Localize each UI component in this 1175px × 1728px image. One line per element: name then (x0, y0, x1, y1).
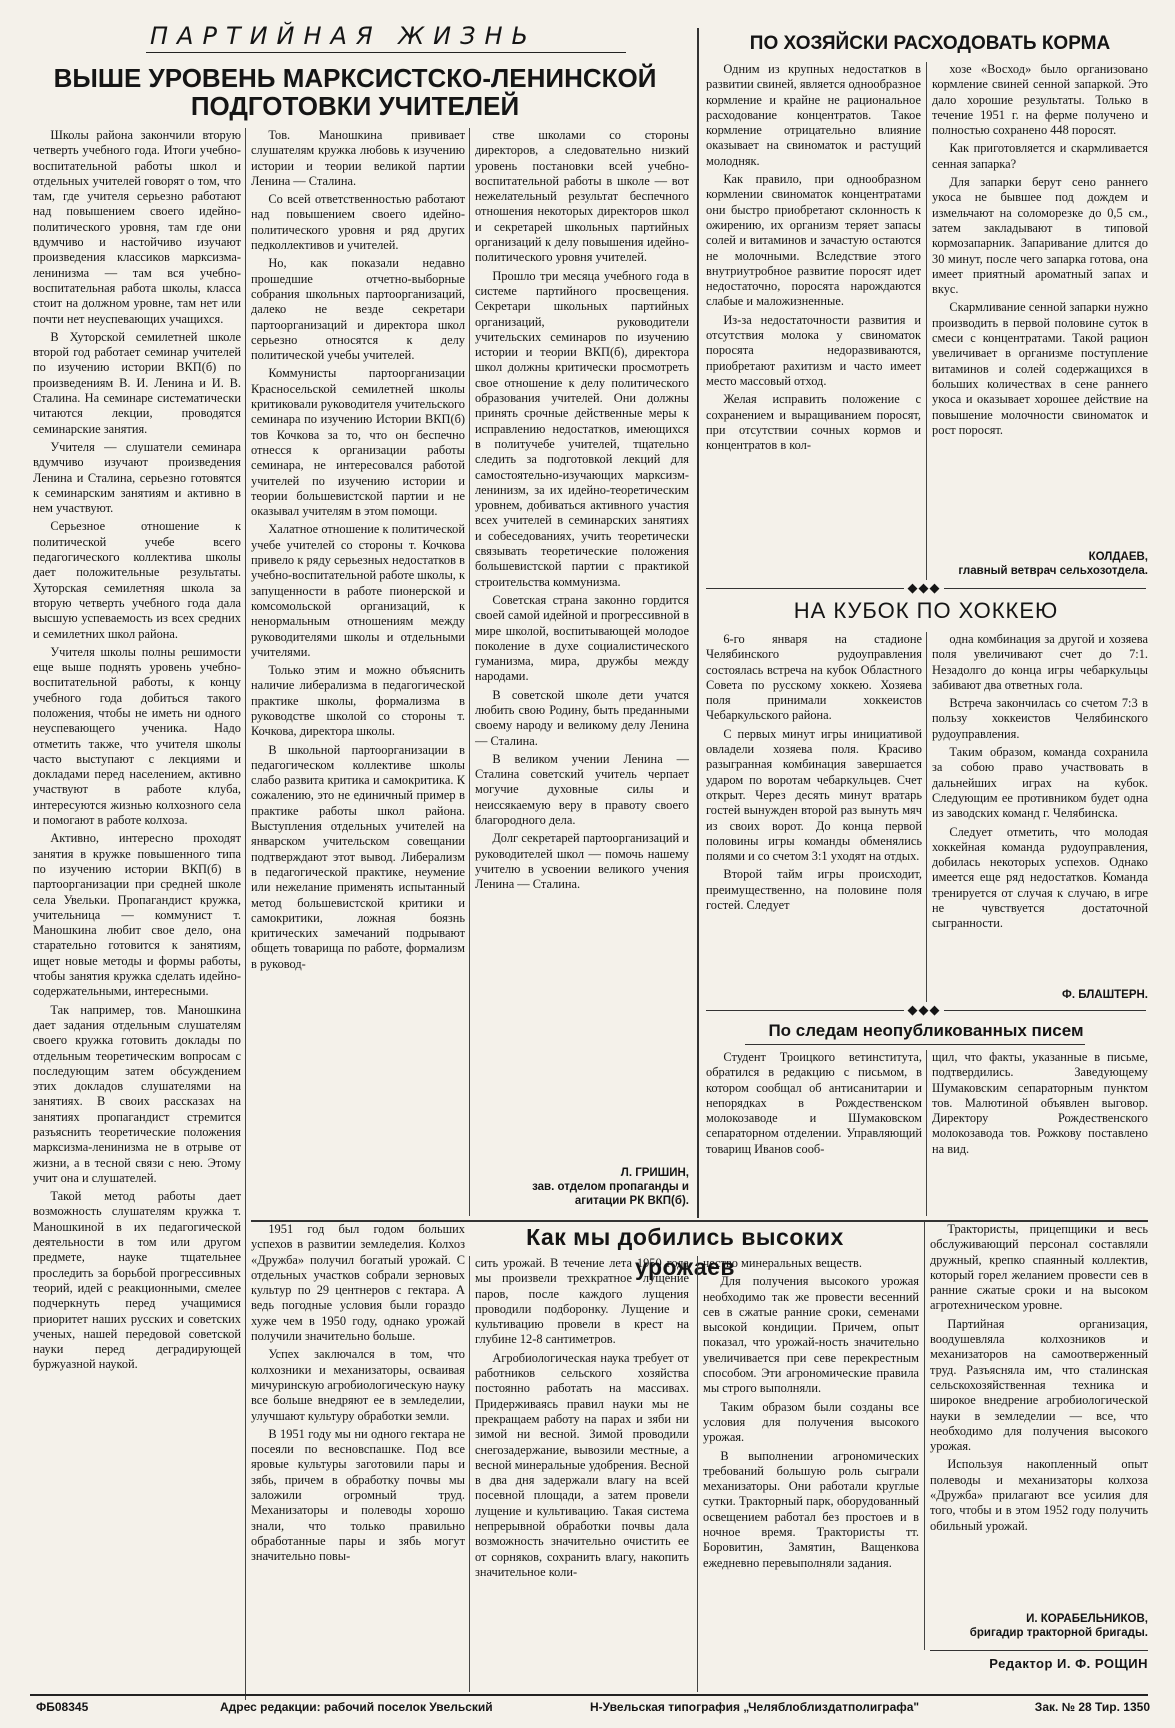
paragraph: С первых минут игры инициативой овладели хозяева поля. Красиво разыгранная комбинация завершается ударом по воротам чебаркульцев. Счет открыт. Через десять минут вратарь гостей вынужден второй раз вынуть мяч из своих ворот. До конца первой половины игры команды обменялись полями и со счетом 3:1 уходят на отдых. (706, 726, 922, 864)
editor-credit: Редактор И. Ф. РОЩИН (989, 1656, 1148, 1671)
paragraph: В выполнении агрономических требований большую роль сыграли механизаторы. Они работали круглые сутки. Тракторный парк, оборудованный освещением работал без простоев и в ночное время. Трактористы тт. Боровитин, Замятин, Ващенкова ежедневно перевыполняли задания. (703, 1448, 919, 1570)
article5-column-4 (930, 1222, 1148, 1608)
article1-signature (475, 1166, 689, 1208)
paragraph: Коммунисты партоорганизации Красносельской семилетней школы критиковали руководителя учительского семинара по изучению Истории ВКП(б) тов Кочкова за то, что он беспечно отнесся к организации работы семинара, не интересовался работой учителей по изучению истории и теории большевистской партии и не оказывал учителям в этом помощи. (251, 366, 465, 519)
paragraph: Халатное отношение к политической учебе учителей со стороны т. Кочкова привело к ряду серьезных недостатков в учебно-воспитательной работе школы, к запущенности в работе пионерской и комсомольской организаций, к ненормальным отношениям между руководителями школы и отдельными учителями. (251, 522, 465, 659)
paragraph: хозе «Восход» было организовано кормление свиней сенной запаркой. Это дало хорошие результаты. Только в течение 1951 г. на ферме получено и полностью сохранено 448 поросят. (932, 62, 1148, 138)
separator-ornament: ◆◆◆ (904, 1002, 944, 1018)
footer-address: Адрес редакции: рабочий поселок Увельский (220, 1700, 493, 1714)
signature-role: главный ветврач сельхозотдела. (958, 565, 1148, 577)
signature-role: бригадир тракторной бригады. (969, 1627, 1148, 1639)
signature-role: зав. отделом пропаганды и (532, 1181, 689, 1193)
paragraph: Серьезное отношение к политической учебе всего педагогического коллектива школы дает положительные результаты. Хуторская семилетняя школа за вторую четверть учебного года дала высшую успеваемость из всех средних и семилетних школ района. (33, 519, 241, 641)
footer-printer: Н-Увельская типография „Челяблоблиздатполиграфа" (590, 1700, 920, 1714)
article4-title: По следам неопубликованных писем (768, 1021, 1084, 1040)
column-rule (697, 28, 699, 1218)
article1-title-line1: ВЫШЕ УРОВЕНЬ МАРКСИСТСКО-ЛЕНИНСКОЙ (53, 63, 657, 93)
paragraph: одна комбинация за другой и хозяева поля увеличивают счет до 7:1. Незадолго до конца игры чебаркульцы забивают два ответных гола. (932, 632, 1148, 692)
article4-column-1 (706, 1050, 922, 1216)
paragraph: Студент Троицкого ветинститута, обратился в редакцию с письмом, в котором сообщал об антисанитарии и непорядках в Рождественском молокозаводе и Шумаковском сепараторном отделении. Управляющий товарищ Иванов сооб- (706, 1050, 922, 1156)
article3-signature: Ф. БЛАШТЕРН. (1062, 989, 1148, 1001)
paragraph: Советская страна законно гордится своей самой идейной и прогрессивной в мире школой, воспитывающей молодое поколение в духе социалистического гуманизма, мира, дружбы между народами. (475, 592, 689, 684)
article3-column-2 (932, 632, 1148, 984)
paragraph: чество минеральных веществ. (703, 1256, 862, 1270)
paragraph: В школьной партоорганизации в педагогическом коллективе школы слабо развита критика и самокритика. К сожалению, это не единичный пример в практике работы школ района. Выступления отдельных учителей на январском учительском совещании подтверждают этот вывод. Либерализм в педагогической практике, неумение или нежелание применять испытанный метод большевистской критики и самокритики, ложная боязнь критических замечаний подрывают общеть товарища по работе, формализм в руковод- (251, 742, 465, 971)
section-title: ПАРТИЙНАЯ ЖИЗНЬ (150, 22, 537, 50)
paragraph: В Хуторской семилетней школе второй год работает семинар учителей по изучению истории ВКП(б) по произведениям В. И. Ленина и И. В. Сталина. На семинаре систематически читаются лекции, проводятся семинарские занятия. (33, 329, 241, 436)
article3-title: НА КУБОК ПО ХОККЕЮ (793, 598, 1059, 623)
paragraph: Агробиологическая наука требует от работников сельского хозяйства постоянно работать на массивах. Придерживаясь правил науки мы не прекращаем работу на парах и зяби ни зимой ни весной. Зимой проводили снегозадержание, вывозили местные, а весной минеральные удобрения. Весной в два дня задержали влагу на всей посевной площади, а затем провели лущение и культивацию. Такая система непрерывной обработки почвы дала возможность значительно очистить ее от сорняков, сохранить влагу, накопить значительное коли- (475, 1350, 689, 1579)
paragraph: Таким образом были созданы все условия для получения высокого урожая. (703, 1399, 919, 1445)
article1-column-3 (475, 128, 689, 1164)
paragraph: Желая исправить положение с сохранением и выращиванием поросят, при отсутствии сочных кормов и концентратов в кол- (706, 392, 921, 453)
article1-column-2 (251, 128, 465, 1216)
column-rule (469, 1256, 470, 1692)
article2-column-1 (706, 62, 921, 585)
paragraph: Как правило, при однообразном кормлении свиноматок концентратами они быстро приобретают склонность к ожирению, их организм теряет запасы солей и витаминов и зачастую остаются не молочными. Вследствие этого внутриутробное развитие поросят идет недостаточно, поросята нарождаются слабые и маложизненные. (706, 172, 921, 309)
footer-order: Зак. № 28 Тир. 1350 (1034, 1700, 1150, 1714)
title-underline (745, 1044, 1085, 1045)
paragraph: В великом учении Ленина — Сталина советский учитель черпает могучие духовные силы и неиссякаемую веру в правоту своего благородного дела. (475, 751, 689, 828)
paragraph: Прошло три месяца учебного года в системе партийного просвещения. Секретари школьных партийных организаций, руководители учительских семинаров по изучению истории и теории ВКП(б), директора школ должны критически просмотреть свое отношение к делу политического образования учителей. Они должны принять срочные действенные меры к исправлению недостатков, имеющихся в политучебе учителей, тщательно следить за подготовкой лекций для самостоятельно-изучающих марксизм-ленинизм, за их идейно-теоретическим уровнем, добиваться активного участия всех учителей в семинарских занятиях и собеседованиях, учить теоретически связывать теоретические положения большевистской партии с практикой строительства коммунизма. (475, 268, 689, 589)
paragraph: 6-го января на стадионе Челябинского рудоуправления состоялась встреча на кубок Областного Совета по русскому хоккею. Хозяева поля принимали хоккеистов Чебаркульского района. (706, 632, 922, 723)
column-rule (926, 1050, 927, 1216)
paragraph: 1951 год был годом больших успехов в развитии земледелия. Колхоз «Дружба» получил богатый урожай. С отдельных участков собрали зерновых культур по 29 центнеров с гектара. А ведь погодные условия были гораздо хуже чем в 1950 году, однако урожай получили значительно больше. (251, 1222, 465, 1344)
paragraph: Встреча закончилась со счетом 7:3 в пользу хоккеистов Челябинского рудоуправления. (932, 696, 1148, 741)
paragraph: Такой метод работы дает возможность слушателям кружка т. Маношкиной в их педагогической деятельности в том или другом предмете, науке тщательнее проследить за борьбой прогрессивных теорий, идей с реакционными, смелее подчеркнуть перед учащимися приоритет наших русских и советских ученых, нашей передовой советской науки перед деградирующей буржуазной наукой. (33, 1189, 241, 1372)
article2-column-2 (932, 62, 1148, 546)
article5-column-1 (251, 1222, 465, 1692)
paragraph: Второй тайм игры происходит, преимущественно, на половине поля гостей. Следует (706, 867, 922, 913)
signature-role: агитации РК ВКП(б). (574, 1195, 689, 1207)
article5-column-2 (475, 1256, 689, 1692)
paragraph: Тов. Маношкина прививает слушателям кружка любовь к изучению истории и теории великой партии Ленина — Сталина. (251, 128, 465, 188)
paragraph: В 1951 году мы ни одного гектара не посеяли по весновспашке. Под все яровые культуры заготовили пары и зябь, причем в обработку почвы мы заложили огромный труд. Механизаторы и полеводы хорошо знали, что только правильно обработанные пары и зябь могут значительно повы- (251, 1426, 465, 1564)
paragraph: стве школами со стороны директоров, а следовательно низкий уровень постановки всей учебно-воспитательной работы в школе — вот нежелательный результат беспечного отношения некоторых директоров школ и секретарей школьных партийных организаций к делу повышения идейно-политического уровня учителей. (475, 128, 689, 265)
paragraph: Учителя школы полны решимости еще выше поднять уровень учебно-воспитательной работы, к концу учебного года добиться такого положения, чтобы не иметь ни одного неуспевающего ученика. Надо отметить также, что учителя школы часто выступают с лекциями и докладами перед населением, активно участвуют в работе клуба, интересуются жизнью колхозного села и помогают в работе колхоза. (33, 644, 241, 828)
footer-code: ФБ08345 (36, 1700, 89, 1714)
signature-name: Л. ГРИШИН, (620, 1167, 689, 1179)
column-rule (926, 632, 927, 1004)
paragraph: Учителя — слушатели семинара вдумчиво изучают произведения Ленина и Сталина, серьезно готовятся к семинарским занятиям и активно в нем участвуют. (33, 439, 241, 516)
footer-rule (30, 1694, 1148, 1696)
signature-name: КОЛДАЕВ, (1088, 551, 1148, 563)
column-rule (926, 62, 927, 582)
paragraph: сить урожай. В течение лета 1950 года мы произвели трехкратное лущение паров, после каждого лущения проводили подборонку. Лущение и культивацию провели в крест на глубине 12-8 сантиметров. (475, 1256, 689, 1347)
paragraph: Партийная организация, воодушевляла колхозников и механизаторов на самоотверженный труд. Разъясняла им, что сталинская сельскохозяйственная техника и широкое внедрение агробиологической науки в земледелии — все, что необходимо для получения высокого урожая. (930, 1316, 1148, 1454)
column-rule (924, 1222, 925, 1650)
paragraph: Как приготовляется и скармливается сенная запарка? (932, 141, 1148, 171)
paragraph: Долг секретарей партоорганизаций и руководителей школ — помочь нашему учителю в усвоении великого учения Ленина — Сталина. (475, 831, 689, 892)
article2-title: ПО ХОЗЯЙСКИ РАСХОДОВАТЬ КОРМА (749, 33, 1111, 54)
paragraph: Скармливание сенной запарки нужно производить в первой половине суток в смеси с концентратами. Такой рацион увеличивает в организме поступление витаминов и солей содержащихся в больших количествах в сене раннего укоса и оказывает хорошее действие на повышение молочности свиноматок и рост поросят. (932, 300, 1148, 437)
paragraph: Для запарки берут сено раннего укоса не бывшее под дождем и измельчают на соломорезке до 0,5 см., затем закладывают в типовой кормозапарник. Запаривание длится до 30 минут, после чего запарка готова, она имеет приятный ароматный запах и вкус. (932, 175, 1148, 297)
article5-column-3 (703, 1256, 919, 1692)
paragraph: Со всей ответственностью работают над повышением своего идейно-политического уровня и ряд других педколлективов и учителей. (251, 192, 465, 253)
paragraph: Для получения высокого урожая необходимо так же провести весенний сев в сжатые ранние сроки, семенами высокой кондиции. Причем, опыт показал, что урожай-ность значительно увеличивается при севе перекрестным способом. Эти агрономические правила мы строго выполняли. (703, 1274, 919, 1396)
paragraph: Но, как показали недавно прошедшие отчетно-выборные собрания школьных партоорганизаций, далеко не везде секретари партоорганизаций и директора школ серьезно относятся к делу политической учебы учителей. (251, 256, 465, 363)
paragraph: Школы района закончили вторую четверть учебного года. Итоги учебно-воспитательной работы школ и отдельных учителей говорят о том, что там, где учителя серьезно работают над повышением своего идейно-политического уровня, там где они вдумчиво и настойчиво изучают произведения классиков марксизма-ленинизма — там вся учебно-воспитательная работа школы, класса стоит на должном уровне, там нет или почти нет неуспевающих учащихся. (33, 128, 241, 326)
article1-column-1 (33, 128, 241, 1700)
paragraph: Одним из крупных недостатков в развитии свиней, является однообразное кормление и крайне не рациональное расходование концентратов. Такое кормление отрицательно влияние оказывает на свиноматок и растущий молодняк. (706, 62, 921, 168)
signature-name: И. КОРАБЕЛЬНИКОВ, (1026, 1613, 1148, 1625)
article2-signature (932, 550, 1148, 578)
separator-ornament: ◆◆◆ (904, 580, 944, 596)
paragraph: Следует отметить, что молодая хоккейная команда рудоуправления, добилась некоторых успехов. Однако имеется еще ряд недостатков. Команда тренируется от случая к случаю, в игре не чувствуется достаточной сыгранности. (932, 824, 1148, 931)
article3-column-1 (706, 632, 922, 1002)
paragraph: Так например, тов. Маношкина дает задания отдельным слушателям своего кружка готовить доклады по отдельным теоретическим вопросам с последующим затем обсуждением этих докладов слушателями на занятиях. В своих рассказах на занятиях пропагандист стремится разъяснить теоретические положения марксизма-ленинизма не в отрыве от жизни, а в тесной связи с нею. Этому учит она и слушателей. (33, 1002, 241, 1185)
article1-title-line2: ПОДГОТОВКИ УЧИТЕЛЕЙ (190, 91, 520, 121)
column-rule (469, 128, 470, 1216)
article5-title: Как мы добились высоких урожаев (526, 1224, 844, 1280)
paragraph: щил, что факты, указанные в письме, подтвердились. Заведующему Шумаковским сепараторным пунктом тов. Малютиной объявлен выговор. Директору Рождественского молокозавода тов. Рожкову поставлено на вид. (932, 1050, 1148, 1156)
article1-title (30, 64, 680, 120)
paragraph: Успех заключался в том, что колхозники и механизаторы, осваивая мичуринскую агробиологическую науку все больше внедряют ее в земледелии, улучшают культуру обработки земли. (251, 1347, 465, 1423)
paragraph: Из-за недостаточности развития и отсутствия молока у свиноматок поросята недоразвиваются, приобретают рахитизм и часто имеет место массовый отход. (706, 312, 921, 388)
paragraph: Используя накопленный опыт полеводы и механизаторы колхоза «Дружба» прилагают все усилия для того, чтобы и в этом 1952 году получить обильный урожай. (930, 1457, 1148, 1533)
separator-rule (930, 1650, 1148, 1651)
paragraph: Трактористы, прицепщики и весь обслуживающий персонал составляли дружный, крепко спаянный коллектив, который горел желанием провести сев в ранние сжатые сроки и на высоком агротехническом уровне. (930, 1222, 1148, 1313)
article5-signature (930, 1612, 1148, 1640)
paragraph: Только этим и можно объяснить наличие либерализма в педагогической практике школы, формализма в руководстве школой со стороны т. Кочкова, директора школы. (251, 663, 465, 739)
paragraph: В советской школе дети учатся любить свою Родину, быть преданными своему народу и великому делу Ленина — Сталина. (475, 687, 689, 748)
column-rule (697, 1256, 698, 1692)
paragraph: Таким образом, команда сохранила за собою право участвовать в дальнейших играх на кубок. Следующим ее противником будет одна из заводских команд г. Челябинска. (932, 745, 1148, 821)
paragraph: Активно, интересно проходят занятия в кружке повышенного типа по изучению истории ВКП(б) в партоорганизации при средней школе села Увельки. Пропагандист кружка, учительница — коммунист т. Маношкина любит свое дело, она старательно готовится к занятиям, ищет новые методы и формы работы, чтобы занятия кружка сделать идейно-содержательными, интересными. (33, 831, 241, 999)
column-rule (245, 128, 246, 1700)
article4-column-2 (932, 1050, 1148, 1216)
section-title-underline (146, 52, 626, 53)
